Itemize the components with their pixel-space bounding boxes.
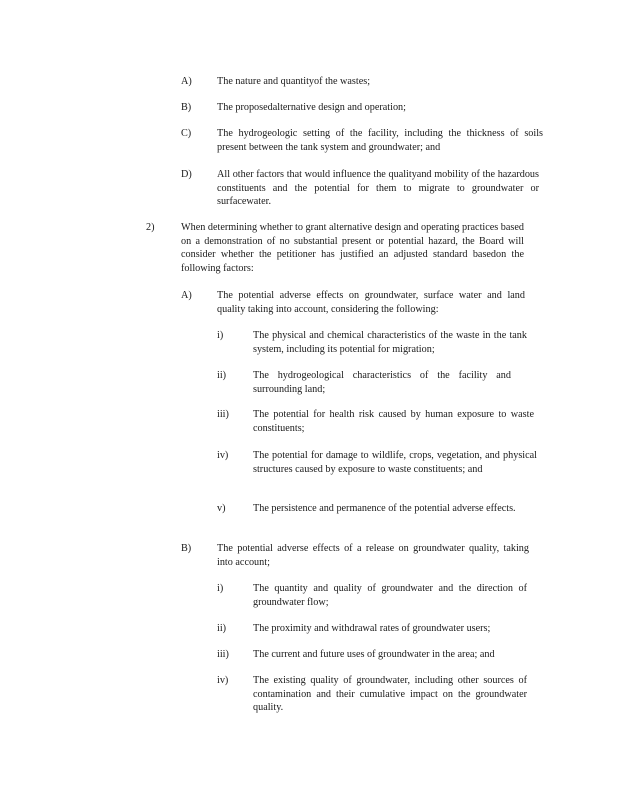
item-text: The physical and chemical characteristics of the waste in the tank system, including its potential for migration; — [253, 330, 527, 355]
subsection-label: A) — [181, 290, 192, 301]
item-text: The proposedalternative design and operation; — [217, 102, 406, 113]
item-text: The potential for health risk caused by human exposure to waste constituents; — [253, 409, 534, 434]
subsection-text: The potential adverse effects on groundwater, surface water and land quality taking into account, considering the following: — [217, 290, 525, 315]
section-label: 2) — [146, 222, 155, 233]
item-text: The hydrogeologic setting of the facility, including the thickness of soils present between the tank system and groundwater; and — [217, 128, 543, 153]
item-label: A) — [181, 76, 192, 87]
item-text: The existing quality of groundwater, including other sources of contamination and their cumulative impact on the groundwater quality. — [253, 675, 527, 713]
item-label: iv) — [217, 675, 229, 686]
item-text: The persistence and permanence of the potential adverse effects. — [253, 503, 516, 514]
item-label: D) — [181, 169, 192, 180]
item-text: The hydrogeological characteristics of the facility and surrounding land; — [253, 370, 511, 395]
item-label: i) — [217, 330, 224, 341]
item-label: i) — [217, 583, 224, 594]
subsection-text: The potential adverse effects of a release on groundwater quality, taking into account; — [217, 543, 529, 568]
section-text: When determining whether to grant alternative design and operating practices based on a demonstration of no substantial present or potential hazard, the Board will consider whether the petitioner has justified an adjusted standard basedon the following factors: — [181, 222, 524, 274]
item-text: All other factors that would influence the qualityand mobility of the hazardous constituents and the potential for them to migrate to groundwater or surfacewater. — [217, 169, 539, 207]
subsection-label: B) — [181, 543, 192, 554]
item-label: iii) — [217, 409, 229, 420]
item-label: v) — [217, 503, 226, 514]
item-label: ii) — [217, 623, 227, 634]
item-label: ii) — [217, 370, 227, 381]
item-label: B) — [181, 102, 192, 113]
item-label: C) — [181, 128, 192, 139]
item-text: The proximity and withdrawal rates of groundwater users; — [253, 623, 491, 634]
item-text: The potential for damage to wildlife, crops, vegetation, and physical structures caused by exposure to waste constituents; and — [253, 450, 537, 475]
item-label: iii) — [217, 649, 229, 660]
item-text: The nature and quantityof the wastes; — [217, 76, 371, 87]
item-text: The current and future uses of groundwater in the area; and — [253, 649, 495, 660]
item-label: iv) — [217, 450, 229, 461]
item-text: The quantity and quality of groundwater and the direction of groundwater flow; — [253, 583, 527, 608]
